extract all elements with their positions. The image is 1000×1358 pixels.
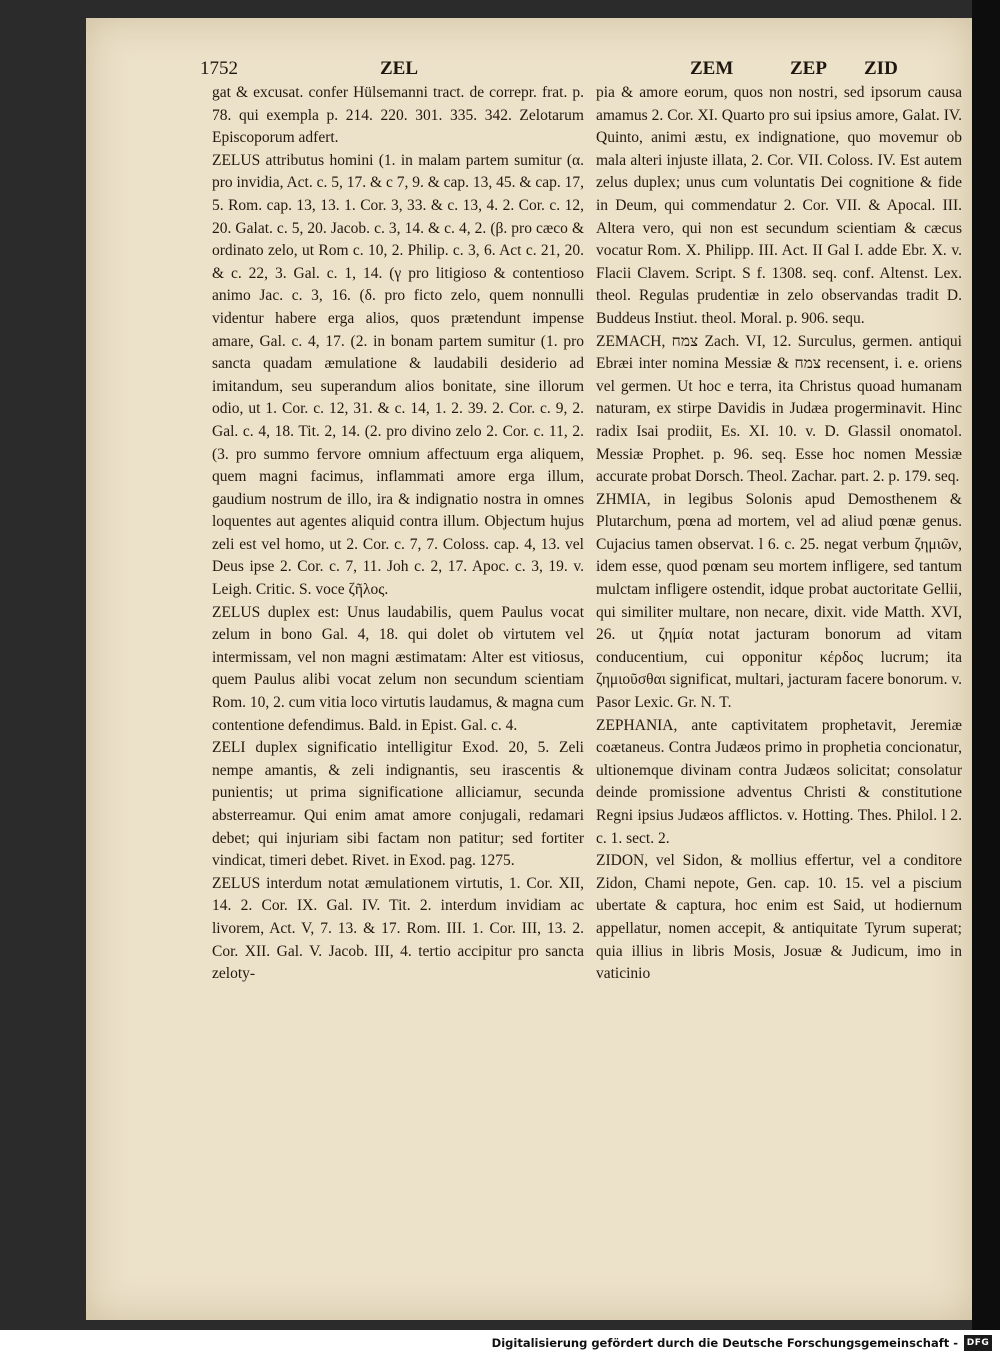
footer-credit: Digitalisierung gefördert durch die Deutsche Forschungsgemeinschaft - xyxy=(491,1336,958,1350)
page-number: 1752 xyxy=(200,58,238,79)
left-column xyxy=(212,82,584,986)
entry-zephania: ZEPHANIA, ante captivitatem prophetavit, Jeremiæ coætaneus. Contra Judæos primo in prophetia concionatur, ultionemque divinam contra Judæos solicitat; consolatur deinde promissione adventus Christi & constitutione Regni ipsius Judæos afflictos. v. Hotting. Thes. Philol. l 2. c. 1. sect. 2. xyxy=(596,716,962,847)
running-head-zep: ZEP xyxy=(790,58,827,79)
running-head-zem: ZEM xyxy=(690,58,734,79)
entry-zemach: ZEMACH, צמח Zach. VI, 12. Surculus, germen. antiqui Ebræi inter nomina Messiæ & צמח recensent, i. e. oriens vel germen. Ut hoc e terra, ita Christus quoad humanam naturam, ex stirpe Davidis in Judæa progerminavit. Hinc radix Isai prodiit, Es. XI. 10. v. D. Glassil onomatol. Messiæ Prophet. p. 96. seq. Esse hoc nomen Messiæ accurate probat Dorsch. Theol. Zachar. part. 2. p. 179. seq. xyxy=(596,332,962,486)
entry-continuation-right: pia & amore eorum, quos non nostri, sed ipsorum causa amamus 2. Cor. XI. Quarto pro sui ipsius amore, Galat. IV. Quinto, animi æstu, ex indignatione, quo movemur ob mala alteri injuste illata, 2. Cor. VII. Coloss. IV. Est autem zelus duplex; unus cum voluntatis Dei cognitione & fide in Deum, qui commendatur 2. Cor. VII. & Apocal. III. Altera vero, qui non est secundum scientiam & cæcus vocatur Rom. X. Philipp. III. Act. II Gal I. adde Ebr. X. v. Flacii Clavem. Script. S f. 1308. seq. conf. Altenst. Lex. theol. Regulas prudentiæ in zelo observandas tradit D. Buddeus Instiut. theol. Moral. p. 906. sequ. xyxy=(596,84,962,327)
footer-bar xyxy=(0,1330,1000,1358)
entry-zeli-duplex: ZELI duplex significatio intelligitur Exod. 20, 5. Zeli nempe amantis, & zeli indignantis, seu irascentis & punientis; ut prima significatione alliciamur, secunda absterreamur. Qui enim amat amore conjugali, redamari debet; qui injuriam sibi factam non patitur; sed fortiter vindicat, timeri debet. Rivet. in Exod. pag. 1275. xyxy=(212,739,584,870)
running-head-zid: ZID xyxy=(864,58,898,79)
scan-edge xyxy=(972,0,1000,1330)
entry-zelus-interdum: ZELUS interdum notat æmulationem virtutis, 1. Cor. XII, 14. 2. Cor. IX. Gal. IV. Tit. 2. interdum invidiam ac livorem, Act. V, 7. 13. & 17. Rom. III. 1. Cor. III, 13. 2. Cor. XII. Gal. V. Jacob. III, 4. tertio accipitur pro sancta zeloty- xyxy=(212,874,584,983)
right-column xyxy=(596,82,962,986)
dfg-logo-icon: DFG xyxy=(964,1335,992,1351)
entry-zidon: ZIDON, vel Sidon, & mollius effertur, vel a conditore Zidon, Chami nepote, Gen. cap. 10. 15. vel a piscium ubertate & captura, hoc enim est Said, ut hodiernum appellatur, nomen accepit, & antiquitate Tyrum superat; quia illius in libris Mosis, Josuæ & Judicum, imo in vaticinio xyxy=(596,852,962,983)
entry-continuation: gat & excusat. confer Hülsemanni tract. de correpr. frat. p. 78. qui exempla p. 214. 220. 301. 335. 342. Zelotarum Episcoporum adfert. xyxy=(212,84,584,147)
entry-zelus-attributus: ZELUS attributus homini (1. in malam partem sumitur (α. pro invidia, Act. c. 5, 17. & c 7, 9. & cap. 13, 45. & cap. 17, 5. Rom. cap. 13, 13. 1. Cor. 3, 33. & c. 13, 4. 2. Cor. c. 12, 20. Galat. c. 5, 20. Jacob. c. 3, 14. & c. 4, 2. (β. pro cæco & ordinato zelo, ut Rom c. 10, 2. Philip. c. 3, 6. Act c. 21, 20. & c. 22, 3. Gal. c. 1, 14. (γ pro litigioso & contentioso animo Jac. c. 3, 16. (δ. pro ficto zelo, quem nonnulli videntur habere erga alios, quos prætendunt impense amare, Gal. c. 4, 17. (2. in bonam partem sumitur (1. pro sancta quadam æmulatione & laudabili desiderio ad imitandum, seu superandum alios bonitate, sine illorum odio, ut 1. Cor. c. 12, 31. & c. 14, 1. 2. 39. 2. Cor. c. 9, 2. Gal. c. 4, 18. Tit. 2, 14. (2. pro divino zelo 2. Cor. c. 11, 2. (3. pro summo fervore omnium affectuum erga aliquem, quem magni facimus, inflammati amore erga illum, gaudium nostrum de illo, ira & indignatio nostra in omnes loquentes aut agentes aliquid contra illum. Objectum hujus zeli est vel homo, ut 2. Cor. c. 7, 7. Coloss. cap. 4, 13. vel Deus ipse 2. Cor. c. 7, 11. Joh c. 2, 17. Apoc. c. 3, 19. v. Leigh. Critic. S. voce ζῆλος. xyxy=(212,151,584,599)
entry-zhmia: ZHMIA, in legibus Solonis apud Demosthenem & Plutarchum, pœna ad mortem, vel ad aliud pœnæ genus. Cujacius tamen observat. l 6. c. 25. negat verbum ζημιῶν, idem esse, quod pœnam seu mortem infligere, sed tantum mulctam infligere ostendit, idque probat auctoritate Gellii, qui similiter multare, non necare, dixit. vide Matth. XVI, 26. ut ζημία notat jacturam bonorum ad vitam conducentium, cui opponitur κέρδος lucrum; ita ζημιοῦσθαι significat, multari, jacturam facere bonorum. v. Pasor Lexic. Gr. N. T. xyxy=(596,490,962,712)
running-head-left: ZEL xyxy=(380,58,419,79)
entry-zelus-duplex: ZELUS duplex est: Unus laudabilis, quem Paulus vocat zelum in bono Gal. 4, 18. qui dolet ob virtutem vel intermissam, vel non magni æstimatam: Alter est vitiosus, quem Paulus alibi vocat zelum non secundum scientiam Rom. 10, 2. cum vitia loco virtutis laudamus, & magna cum contentione defendimus. Bald. in Epist. Gal. c. 4. xyxy=(212,603,584,734)
